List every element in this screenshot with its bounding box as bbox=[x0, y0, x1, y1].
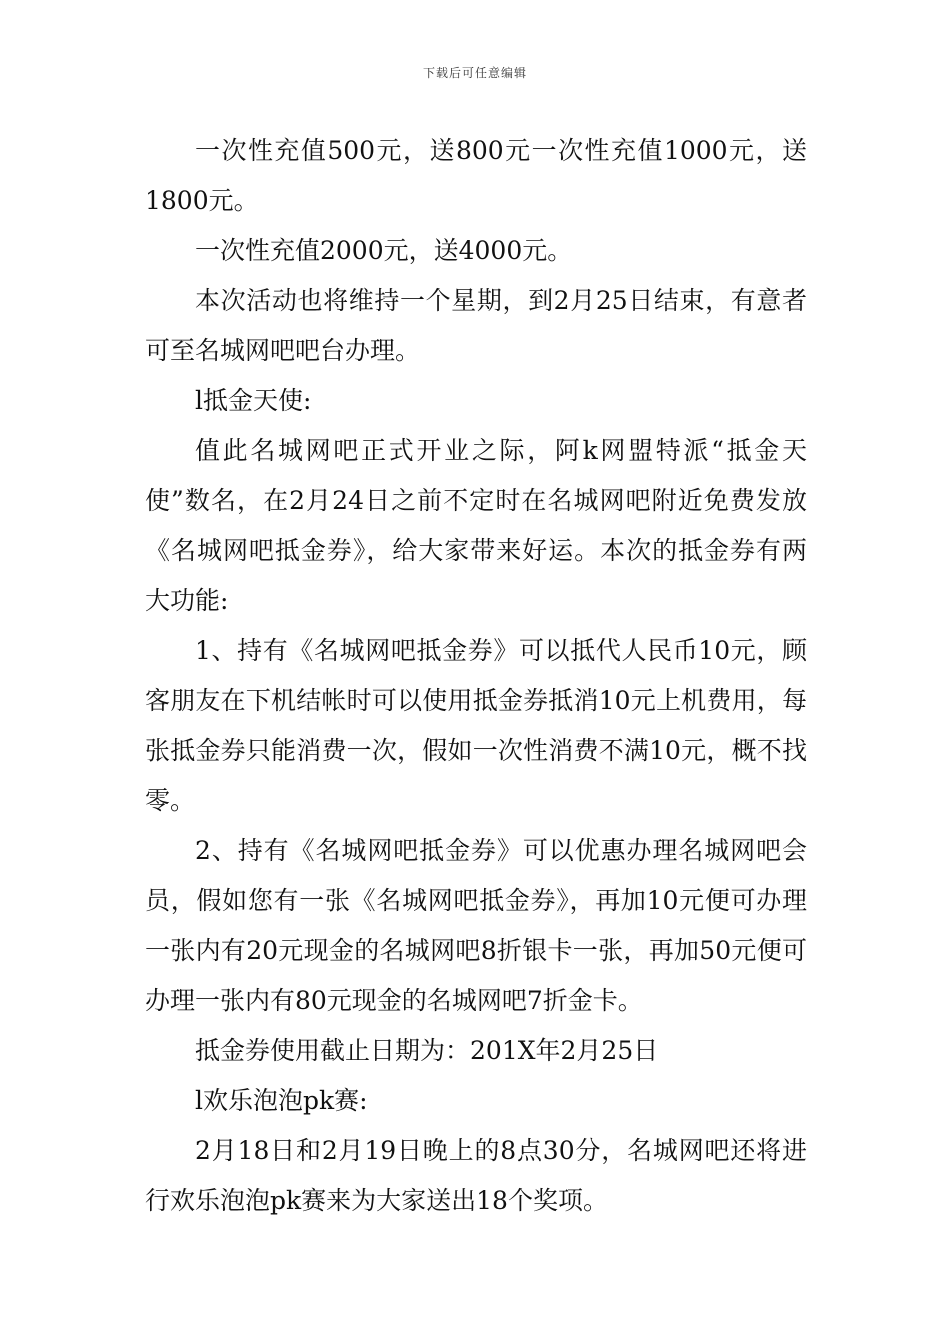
document-body bbox=[145, 126, 807, 1226]
page-header: 下载后可任意编辑 bbox=[422, 66, 527, 80]
paragraph-recharge-offer-1: 一次性充值500元，送800元一次性充值1000元，送1800元。 bbox=[145, 136, 807, 215]
paragraph-recharge-offer-2: 一次性充值2000元，送4000元。 bbox=[195, 236, 573, 265]
section-heading-bubble-pk: l欢乐泡泡pk赛: bbox=[195, 1086, 368, 1115]
paragraph-duration: 本次活动也将维持一个星期，到2月25日结束，有意者可至名城网吧吧台办理。 bbox=[145, 286, 807, 365]
paragraph-bubble-pk-details: 2月18日和2月19日晚上的8点30分，名城网吧还将进行欢乐泡泡pk赛来为大家送出18个奖项。 bbox=[145, 1136, 807, 1215]
paragraph-voucher-function-2: 2、持有《名城网吧抵金券》可以优惠办理名城网吧会员，假如您有一张《名城网吧抵金券》，再加10元便可办理一张内有20元现金的名城网吧8折银卡一张，再加50元便可办理一张内有80元现金的名城网吧7折金卡。 bbox=[145, 836, 807, 1015]
paragraph-voucher-deadline: 抵金券使用截止日期为：201X年2月25日 bbox=[195, 1036, 659, 1065]
paragraph-voucher-intro: 值此名城网吧正式开业之际，阿k网盟特派“抵金天使”数名，在2月24日之前不定时在名城网吧附近免费发放《名城网吧抵金券》，给大家带来好运。本次的抵金券有两大功能: bbox=[145, 436, 807, 615]
section-heading-voucher-angel: l抵金天使: bbox=[195, 386, 312, 415]
paragraph-voucher-function-1: 1、持有《名城网吧抵金券》可以抵代人民币10元，顾客朋友在下机结帐时可以使用抵金券抵消10元上机费用，每张抵金券只能消费一次，假如一次性消费不满10元，概不找零。 bbox=[145, 636, 807, 815]
